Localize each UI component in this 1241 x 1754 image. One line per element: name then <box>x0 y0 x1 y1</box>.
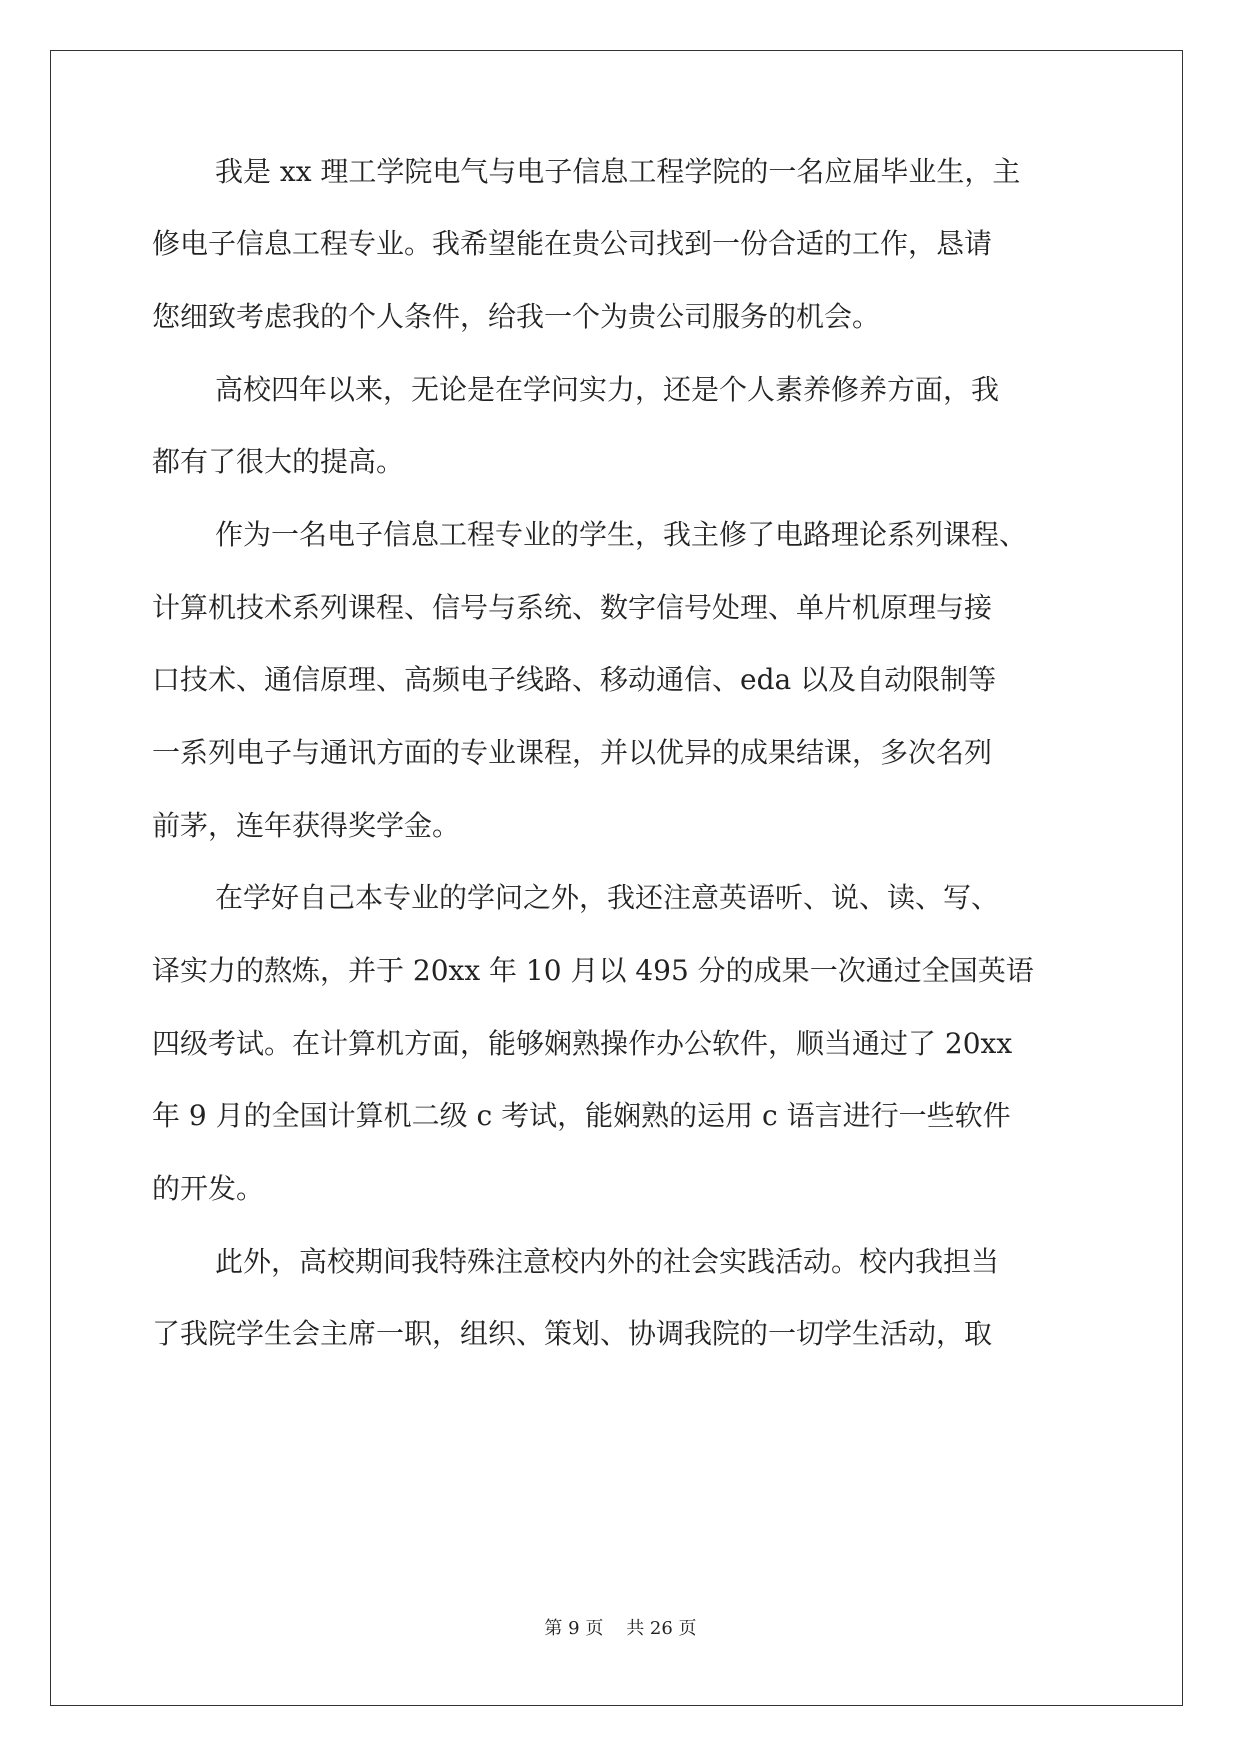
text-line: 口技术、通信原理、高频电子线路、移动通信、eda 以及自动限制等 <box>152 663 997 696</box>
text-line: 作为一名电子信息工程专业的学生，我主修了电路理论系列课程、 <box>215 518 1028 551</box>
text-line: 高校四年以来，无论是在学问实力，还是个人素养修养方面，我 <box>215 373 1000 406</box>
text-line: 您细致考虑我的个人条件，给我一个为贵公司服务的机会。 <box>152 300 881 333</box>
text-line: 的开发。 <box>152 1172 265 1205</box>
text-line: 译实力的熬炼，并于 20xx 年 10 月以 495 分的成果一次通过全国英语 <box>152 954 1034 987</box>
text-line: 都有了很大的提高。 <box>152 445 405 478</box>
text-line: 在学好自己本专业的学问之外，我还注意英语听、说、读、写、 <box>215 881 1000 914</box>
text-line: 计算机技术系列课程、信号与系统、数字信号处理、单片机原理与接 <box>152 591 993 624</box>
text-line: 一系列电子与通讯方面的专业课程，并以优异的成果结课，多次名列 <box>152 736 993 769</box>
page-number: 第 9 页 共 26 页 <box>544 1618 697 1639</box>
text-line: 此外，高校期间我特殊注意校内外的社会实践活动。校内我担当 <box>215 1245 1000 1278</box>
text-line: 前茅，连年获得奖学金。 <box>152 809 461 842</box>
text-line: 年 9 月的全国计算机二级 c 考试，能娴熟的运用 c 语言进行一些软件 <box>152 1099 1011 1132</box>
text-line: 了我院学生会主席一职，组织、策划、协调我院的一切学生活动，取 <box>152 1317 993 1350</box>
text-line: 我是 xx 理工学院电气与电子信息工程学院的一名应届毕业生，主 <box>215 155 1021 188</box>
text-line: 修电子信息工程专业。我希望能在贵公司找到一份合适的工作，恳请 <box>152 227 993 260</box>
text-line: 四级考试。在计算机方面，能够娴熟操作办公软件，顺当通过了 20xx <box>152 1027 1013 1060</box>
